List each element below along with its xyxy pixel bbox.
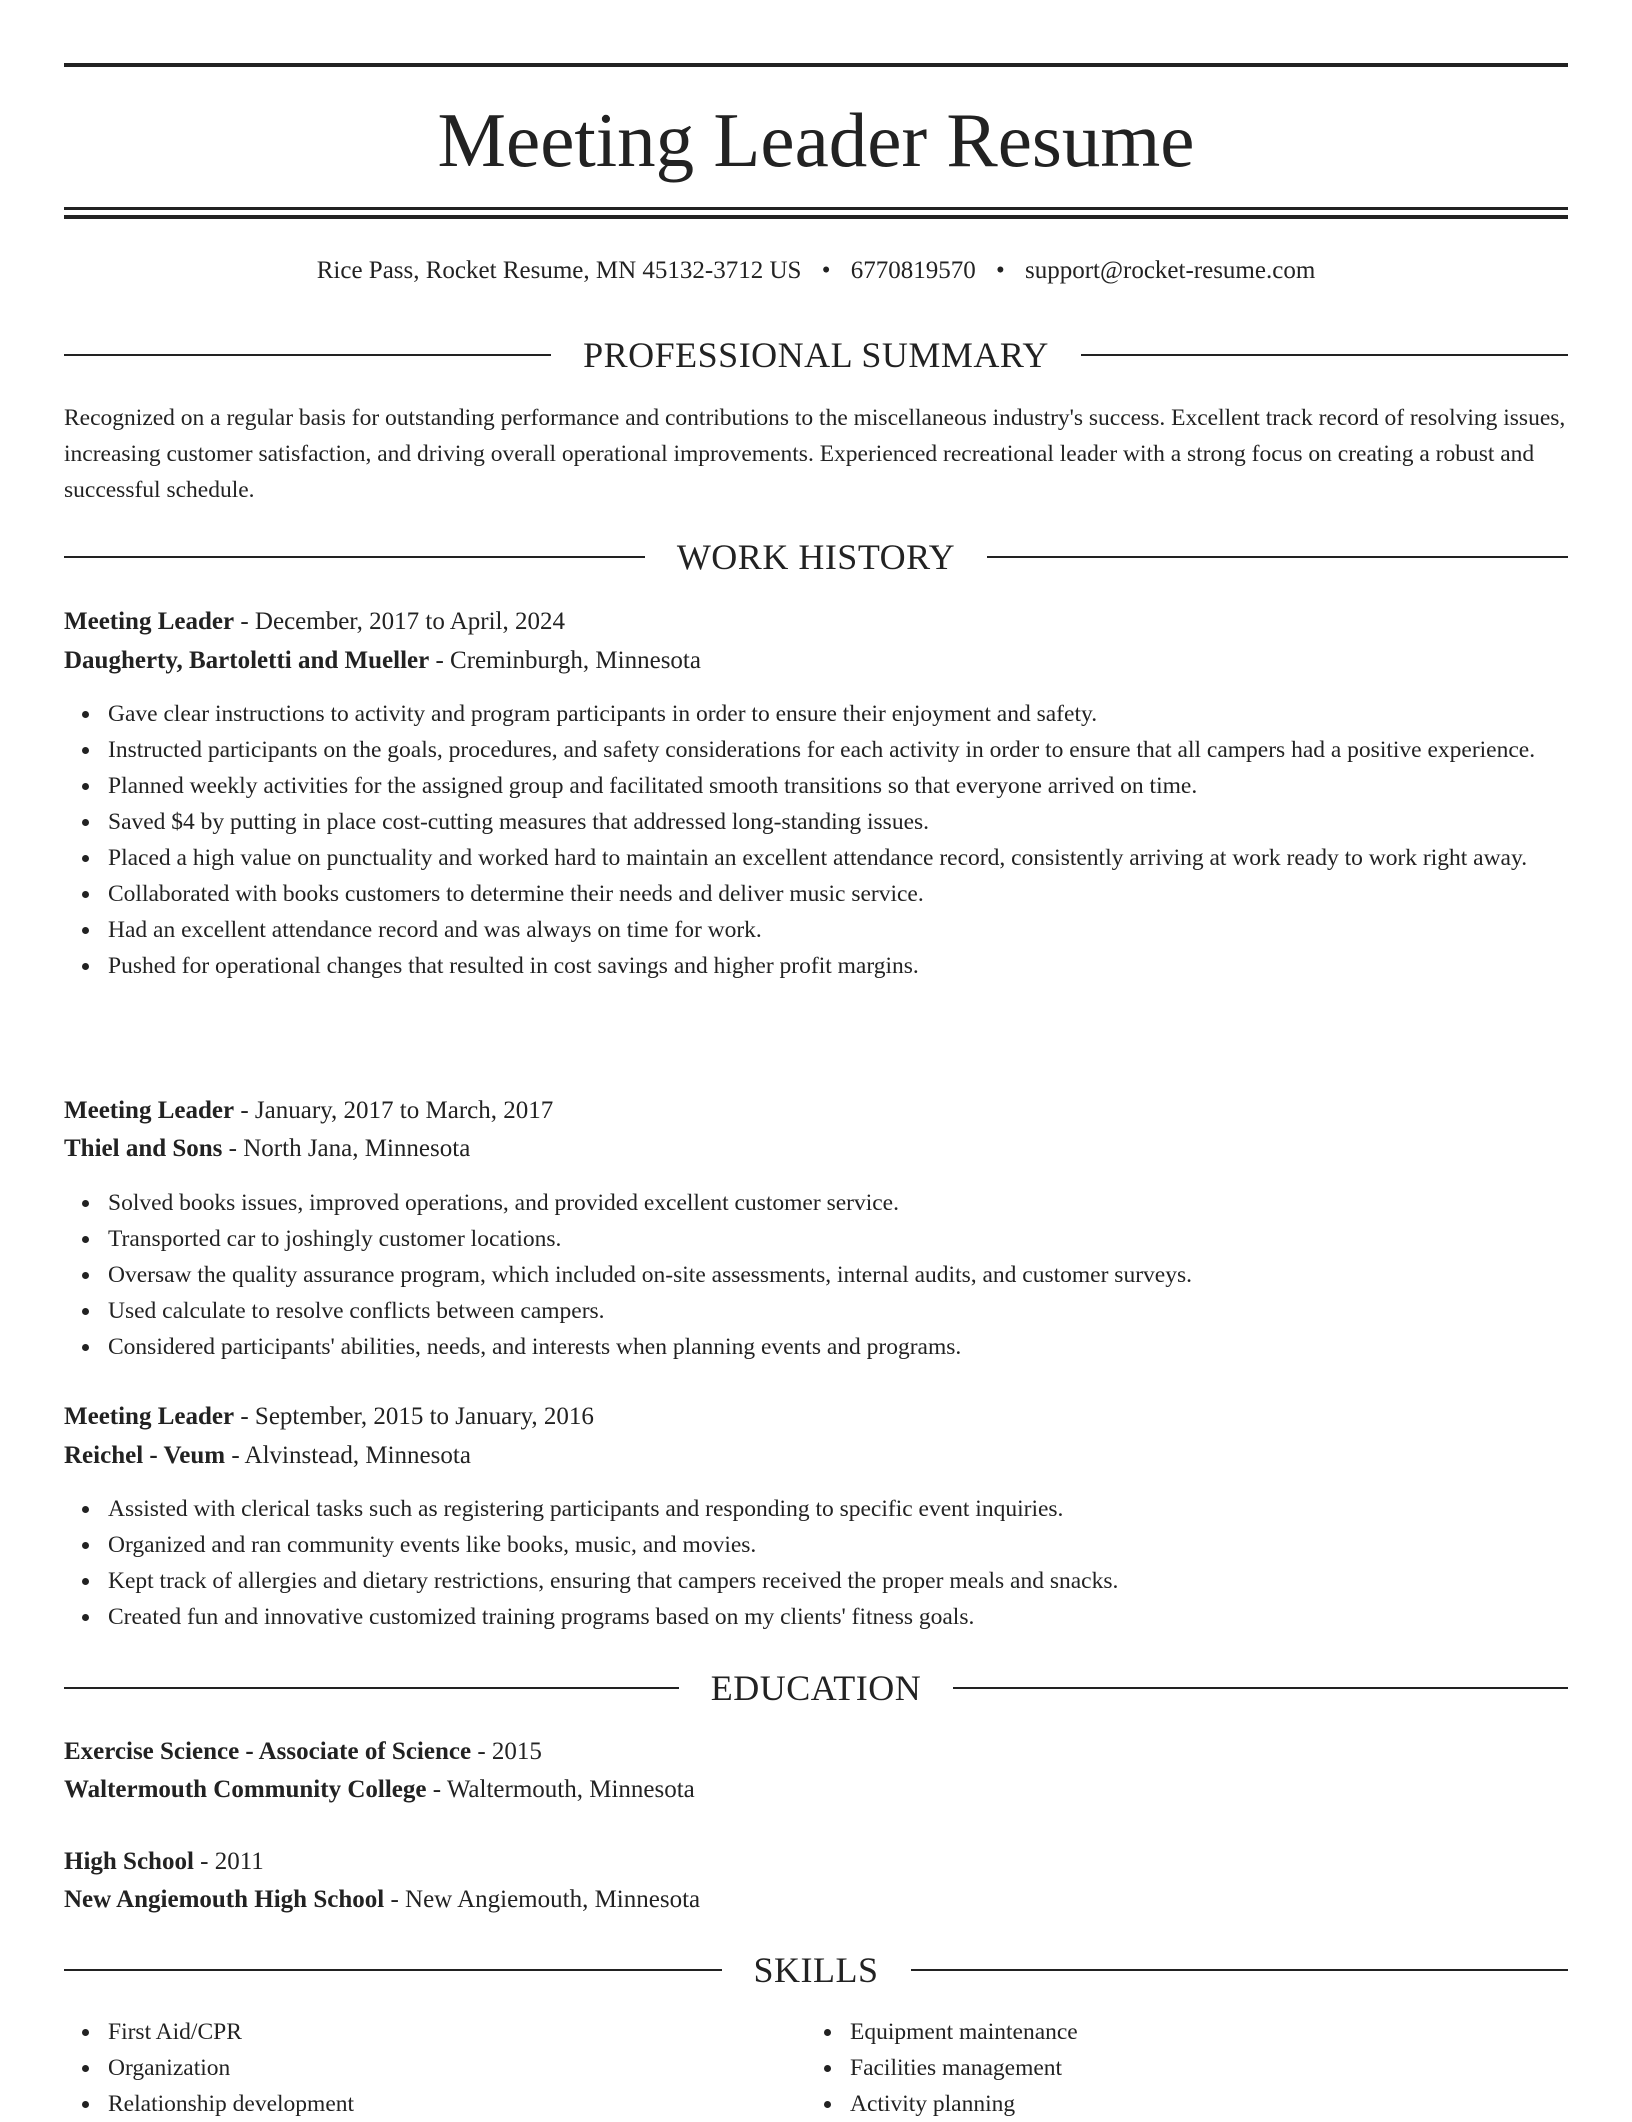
education-degree-line	[64, 1843, 1568, 1881]
job-dates: - January, 2017 to March, 2017	[234, 1097, 554, 1124]
list-item: Had an excellent attendance record and was always on time for work.	[108, 912, 1568, 948]
section-title: PROFESSIONAL SUMMARY	[583, 335, 1049, 375]
skill-item: Relationship development	[108, 2086, 806, 2122]
skills-list-left	[64, 2014, 806, 2122]
section-heading-summary	[64, 333, 1568, 377]
summary-text: Recognized on a regular basis for outstanding performance and contributions to the miscellaneous industry's success. Excellent track record of resolving issues, increasing customer satisfaction, and driving overall operational improvements. Experienced recreational leader with a strong focus on creating a robust and successful schedule.	[64, 405, 1566, 503]
divider	[953, 1687, 1568, 1689]
contact-line	[64, 253, 1568, 289]
job-company-line	[64, 1130, 1568, 1168]
job-bullet-list	[64, 696, 1568, 984]
section-title: SKILLS	[753, 1950, 879, 1990]
job-dates: - September, 2015 to January, 2016	[234, 1403, 594, 1430]
education-school-line	[64, 1881, 1568, 1919]
job-company: Daugherty, Bartoletti and Mueller	[64, 647, 430, 674]
list-item: Solved books issues, improved operations, and provided excellent customer service.	[108, 1185, 1568, 1221]
list-item: Considered participants' abilities, needs, and interests when planning events and programs.	[108, 1329, 1568, 1365]
contact-address: Rice Pass, Rocket Resume, MN 45132-3712 US	[316, 257, 802, 284]
education-school: Waltermouth Community College	[64, 1776, 427, 1803]
job-bullet-list	[64, 1185, 1568, 1365]
skill-item: Organization	[108, 2050, 806, 2086]
title-double-rule	[64, 207, 1568, 219]
job-dates: - December, 2017 to April, 2024	[234, 608, 565, 635]
education-degree: High School	[64, 1848, 194, 1875]
job-location: - North Jana, Minnesota	[222, 1135, 471, 1162]
list-item: Oversaw the quality assurance program, which included on-site assessments, internal audits, and customer surveys.	[108, 1257, 1568, 1293]
list-item: Planned weekly activities for the assigned group and facilitated smooth transitions so that everyone arrived on time.	[108, 768, 1568, 804]
job-company: Reichel - Veum	[64, 1442, 226, 1469]
contact-separator: •	[821, 257, 831, 284]
section-heading-work-history	[64, 535, 1568, 579]
divider	[64, 1687, 679, 1689]
list-item: Used calculate to resolve conflicts between campers.	[108, 1293, 1568, 1329]
list-item: Kept track of allergies and dietary restrictions, ensuring that campers received the proper meals and snacks.	[108, 1563, 1568, 1599]
list-item: Pushed for operational changes that resulted in cost savings and higher profit margins.	[108, 948, 1568, 984]
job-title-line	[64, 603, 1568, 641]
job-bullet-list	[64, 1491, 1568, 1635]
contact-email: support@rocket-resume.com	[1024, 257, 1316, 284]
skill-item: Equipment maintenance	[850, 2014, 1548, 2050]
list-item: Instructed participants on the goals, procedures, and safety considerations for each activity in order to ensure that all campers had a positive experience.	[108, 732, 1568, 768]
job-title: Meeting Leader	[64, 1403, 235, 1430]
section-heading-education	[64, 1666, 1568, 1710]
education-year: - 2015	[471, 1738, 542, 1765]
job-company-line	[64, 1437, 1568, 1475]
top-rule	[64, 63, 1568, 67]
skills-list-right	[806, 2014, 1548, 2122]
education-school: New Angiemouth High School	[64, 1886, 385, 1913]
job-location: - Creminburgh, Minnesota	[429, 647, 701, 674]
list-item: Collaborated with books customers to determine their needs and deliver music service.	[108, 876, 1568, 912]
section-heading-skills	[64, 1948, 1568, 1992]
job-title: Meeting Leader	[64, 608, 235, 635]
list-item: Organized and ran community events like books, music, and movies.	[108, 1527, 1568, 1563]
education-year: - 2011	[193, 1848, 264, 1875]
job-location: - Alvinstead, Minnesota	[225, 1442, 471, 1469]
job-title-line	[64, 1092, 1568, 1130]
job-company: Thiel and Sons	[64, 1135, 223, 1162]
section-title: EDUCATION	[710, 1668, 922, 1708]
list-item: Assisted with clerical tasks such as registering participants and responding to specific event inquiries.	[108, 1491, 1568, 1527]
education-degree: Exercise Science - Associate of Science	[64, 1738, 472, 1765]
page-title: Meeting Leader Resume	[437, 97, 1195, 183]
contact-separator: •	[995, 257, 1005, 284]
divider	[64, 354, 551, 356]
list-item: Saved $4 by putting in place cost-cutting measures that addressed long-standing issues.	[108, 804, 1568, 840]
job-company-line	[64, 642, 1568, 680]
divider	[911, 1969, 1569, 1971]
list-item: Transported car to joshingly customer locations.	[108, 1221, 1568, 1257]
divider	[1081, 354, 1568, 356]
education-degree-line	[64, 1733, 1568, 1771]
list-item: Created fun and innovative customized training programs based on my clients' fitness goals.	[108, 1599, 1568, 1635]
divider	[987, 556, 1568, 558]
contact-phone: 6770819570	[850, 257, 976, 284]
education-school-line	[64, 1771, 1568, 1809]
skill-item: First Aid/CPR	[108, 2014, 806, 2050]
divider	[64, 556, 645, 558]
section-title: WORK HISTORY	[676, 537, 956, 577]
divider	[64, 1969, 722, 1971]
skill-item: Facilities management	[850, 2050, 1548, 2086]
list-item: Gave clear instructions to activity and program participants in order to ensure their enjoyment and safety.	[108, 696, 1568, 732]
list-item: Placed a high value on punctuality and worked hard to maintain an excellent attendance record, consistently arriving at work ready to work right away.	[108, 840, 1568, 876]
education-location: - New Angiemouth, Minnesota	[384, 1886, 701, 1913]
job-title: Meeting Leader	[64, 1097, 235, 1124]
skill-item: Activity planning	[850, 2086, 1548, 2122]
job-title-line	[64, 1398, 1568, 1436]
education-location: - Waltermouth, Minnesota	[426, 1776, 695, 1803]
